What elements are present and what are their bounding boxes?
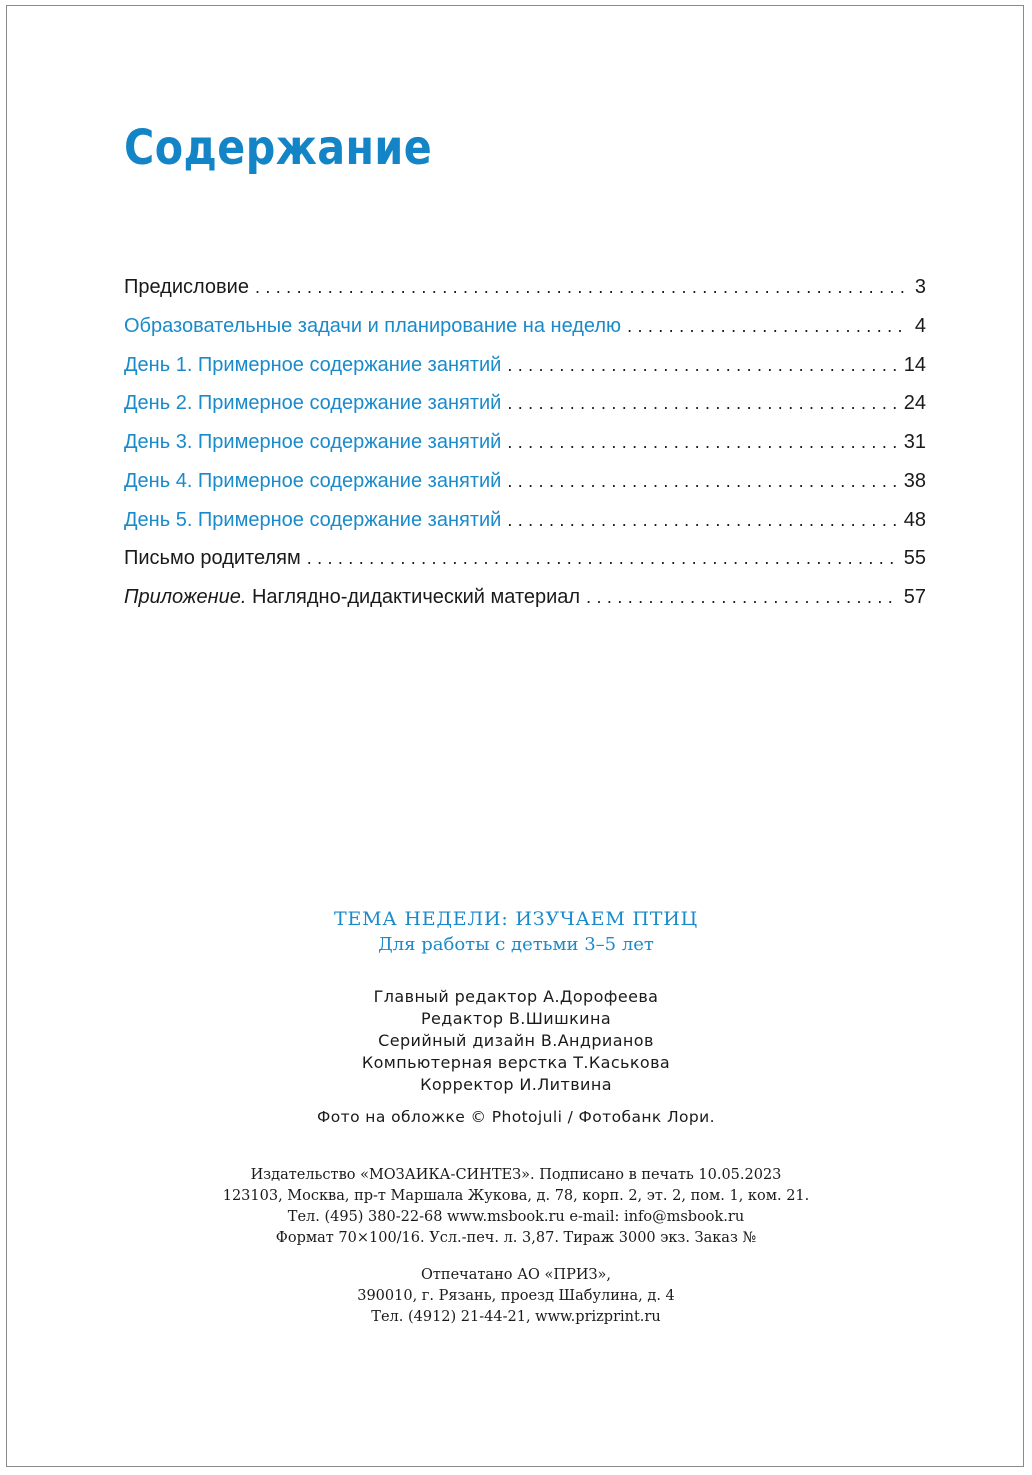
toc-dot-leader (255, 277, 909, 298)
toc-entry-title-part: Предисловие (124, 276, 249, 298)
imprint-printer (0, 1265, 1032, 1328)
toc-page-number: 3 (914, 276, 926, 298)
toc-dot-leader (507, 510, 897, 531)
toc-page-number: 55 (903, 547, 926, 570)
toc-entry (124, 315, 926, 354)
toc-entry (124, 586, 926, 625)
publisher-line: 123103, Москва, пр-т Маршала Жукова, д. 78, корп. 2, эт. 2, пом. 1, ком. 21. (222, 1188, 810, 1204)
imprint-publisher (0, 1165, 1032, 1249)
toc-entry-title-part: День 3. Примерное содержание занятий (124, 431, 502, 453)
toc-entry (124, 431, 926, 470)
toc-page-number: 31 (903, 431, 926, 453)
toc-entry-title (124, 431, 501, 454)
printer-line: Тел. (4912) 21-44-21, www.prizprint.ru (371, 1309, 661, 1325)
toc-page-number: 4 (914, 314, 926, 337)
imprint-theme-subtitle: Для работы с детьми 3–5 лет (378, 934, 654, 955)
toc-entry-title-part: День 5. Примерное содержание занятий (124, 508, 502, 531)
toc-entry-title-part: Образовательные задачи и планирование на неделю (124, 314, 622, 337)
page-title: Содержание (124, 120, 433, 176)
toc-entry (124, 392, 926, 431)
toc-entry (124, 547, 926, 586)
toc-entry-title (124, 354, 501, 377)
toc-page-number: 48 (903, 508, 926, 531)
toc-entry-title (124, 547, 301, 570)
toc-entry-title (124, 509, 501, 532)
toc-dot-leader (507, 432, 897, 453)
toc-page-number: 57 (903, 586, 926, 608)
toc-entry-title (124, 276, 249, 299)
toc-dot-leader (627, 316, 909, 337)
toc-dot-leader (507, 471, 897, 492)
credit-line: Компьютерная верстка Т.Каськова (361, 1053, 671, 1072)
toc-entry-title-part: Наглядно-дидактический материал (246, 586, 581, 608)
toc-entry-title (124, 470, 501, 493)
imprint-photo-credit: Фото на обложке © Photojuli / Фотобанк Лори. (317, 1108, 715, 1126)
toc-page-number: 14 (903, 353, 926, 376)
imprint-theme: ТЕМА НЕДЕЛИ: ИЗУЧАЕМ ПТИЦ (333, 908, 698, 930)
credit-line: Серийный дизайн В.Андрианов (378, 1031, 654, 1050)
credit-line: Главный редактор А.Дорофеева (373, 987, 659, 1006)
publisher-line: Тел. (495) 380-22-68 www.msbook.ru e-mail: info@msbook.ru (287, 1209, 745, 1225)
printer-line: Отпечатано АО «ПРИЗ», (421, 1267, 611, 1283)
credit-line: Корректор И.Литвина (420, 1075, 612, 1094)
toc-entry-title-part: День 4. Примерное содержание занятий (124, 469, 502, 492)
toc-entry (124, 354, 926, 393)
toc-entry-title-part: День 1. Примерное содержание занятий (124, 353, 502, 376)
toc-entry-title (124, 586, 580, 609)
publisher-line: Издательство «МОЗАИКА-СИНТЕЗ». Подписано в печать 10.05.2023 (250, 1167, 782, 1183)
toc-page-number: 24 (903, 392, 926, 415)
toc-entry (124, 509, 926, 548)
toc-dot-leader (507, 355, 897, 376)
toc-page-number: 38 (903, 469, 926, 492)
imprint-credits (0, 986, 1032, 1096)
toc-entry-title-part: Приложение. (124, 586, 247, 608)
toc-entry-title (124, 392, 501, 415)
toc-entry-title-part: Письмо родителям (124, 547, 301, 570)
toc-dot-leader (586, 587, 898, 608)
table-of-contents (124, 276, 926, 625)
publisher-line: Формат 70×100/16. Усл.-печ. л. 3,87. Тираж 3000 экз. Заказ № (275, 1230, 757, 1246)
toc-entry-title-part: День 2. Примерное содержание занятий (124, 392, 502, 415)
printer-line: 390010, г. Рязань, проезд Шабулина, д. 4 (357, 1288, 675, 1304)
toc-entry (124, 276, 926, 315)
toc-entry (124, 470, 926, 509)
toc-dot-leader (507, 393, 897, 414)
toc-dot-leader (307, 548, 898, 569)
toc-entry-title (124, 315, 621, 338)
credit-line: Редактор В.Шишкина (420, 1009, 612, 1028)
